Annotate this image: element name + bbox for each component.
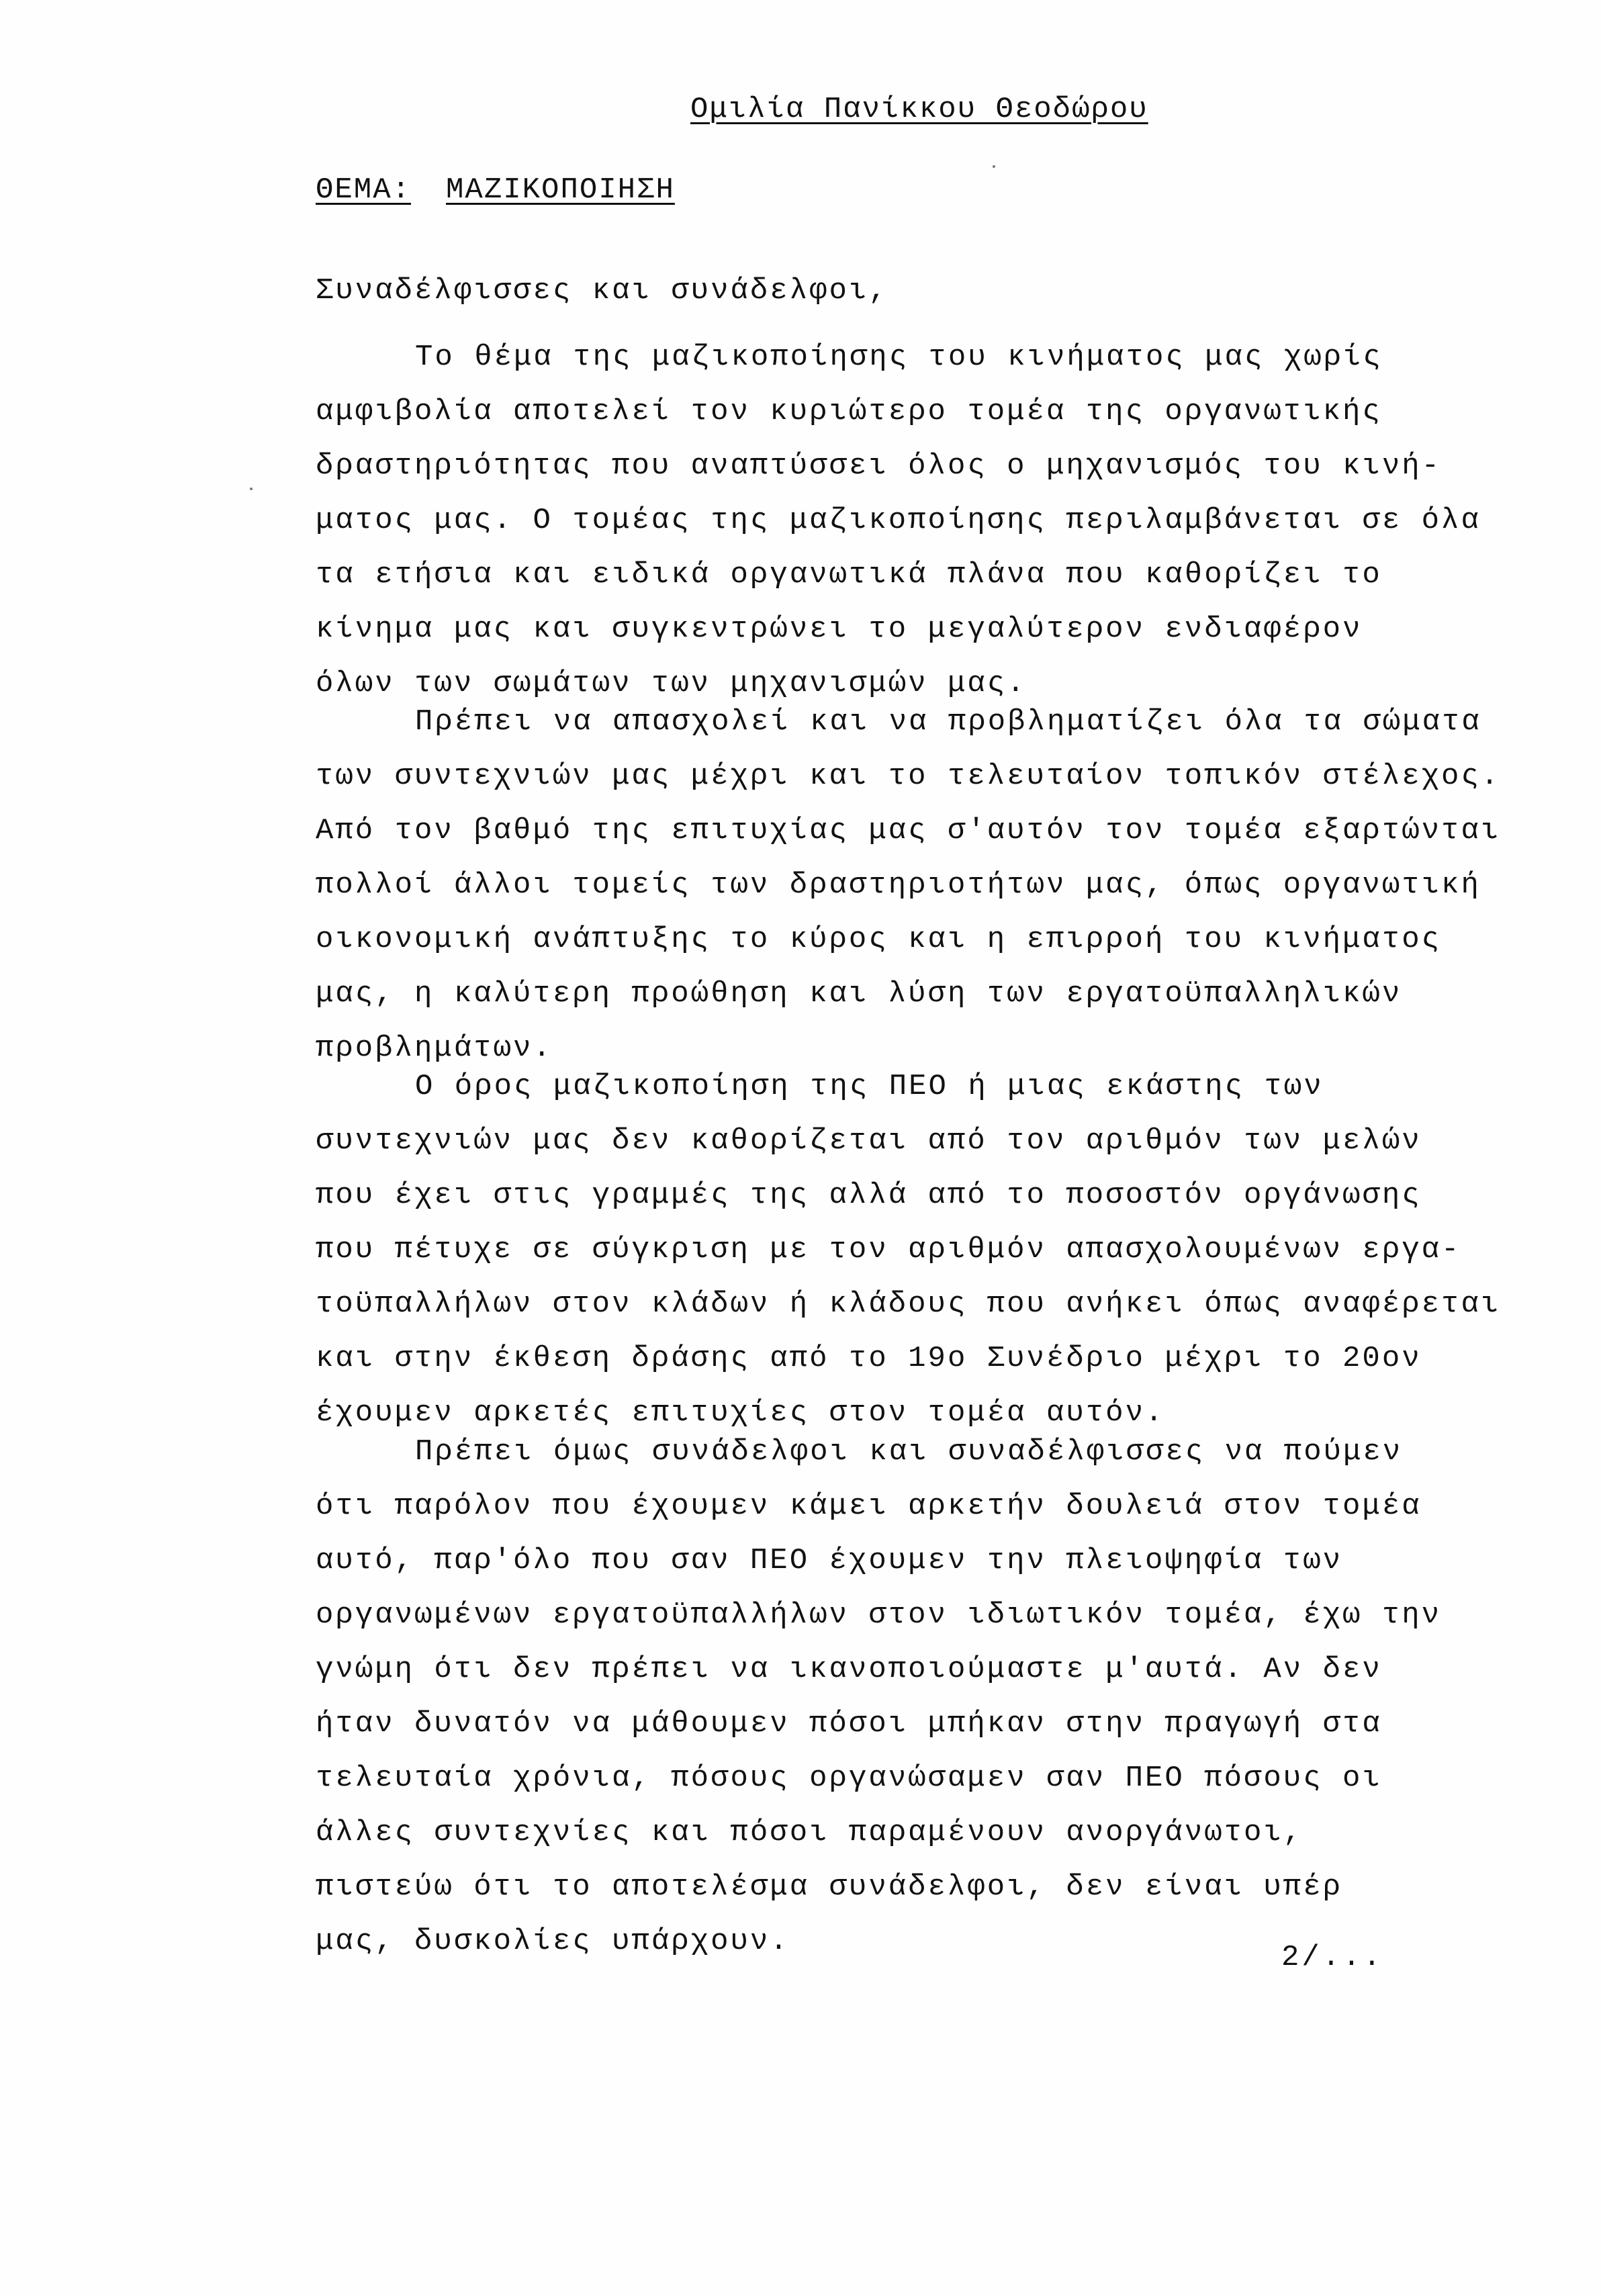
paragraph-line: μας, δυσκολίες υπάρχουν.: [316, 1925, 790, 1958]
paragraph-line: κίνημα μας και συγκεντρώνει το μεγαλύτερον ενδιαφέρον: [316, 612, 1363, 646]
page-continuation-marker: 2/...: [1281, 1941, 1384, 1974]
paragraph-line: όλων των σωμάτων των μηχανισμών μας.: [316, 667, 1027, 700]
paragraph-line: προβλημάτων.: [316, 1031, 553, 1065]
subject-line: [316, 173, 675, 207]
paragraph-line: άλλες συντεχνίες και πόσοι παραμένουν ανοργάνωτοι,: [316, 1816, 1303, 1849]
scan-speck: [250, 488, 253, 490]
paragraph-line: πιστεύω ότι το αποτελέσμα συνάδελφοι, δεν είναι υπέρ: [316, 1870, 1343, 1904]
paragraph-line: οργανωμένων εργατοϋπαλλήλων στον ιδιωτικόν τομέα, έχω την: [316, 1598, 1442, 1632]
paragraph-line: Ο όρος μαζικοποίηση της ΠΕΟ ή μιας εκάστης των: [415, 1070, 1324, 1103]
paragraph-line: που πέτυχε σε σύγκριση με τον αριθμόν απασχολουμένων εργα-: [316, 1233, 1461, 1267]
paragraph-line: δραστηριότητας που αναπτύσσει όλος ο μηχανισμός του κινή-: [316, 449, 1442, 483]
paragraph-line: τοϋπαλλήλων στον κλάδων ή κλάδους που ανήκει όπως αναφέρεται: [316, 1287, 1501, 1321]
paragraph-line: των συντεχνιών μας μέχρι και το τελευταίον τοπικόν στέλεχος.: [316, 760, 1501, 793]
paragraph-3: [316, 1060, 1524, 1440]
paragraph-line: τελευταία χρόνια, πόσους οργανώσαμεν σαν ΠΕΟ πόσους οι: [316, 1761, 1382, 1795]
scan-speck: [993, 165, 995, 168]
paragraph-1: [316, 330, 1524, 711]
paragraph-4: [316, 1425, 1524, 1969]
paragraph-2: [316, 695, 1524, 1076]
paragraph-line: αυτό, παρ'όλο που σαν ΠΕΟ έχουμεν την πλειοψηφία των: [316, 1544, 1343, 1577]
paragraph-line: γνώμη ότι δεν πρέπει να ικανοποιούμαστε μ'αυτά. Αν δεν: [316, 1653, 1382, 1686]
paragraph-line: που έχει στις γραμμές της αλλά από το ποσοστόν οργάνωσης: [316, 1179, 1422, 1212]
paragraph-line: και στην έκθεση δράσης από το 19ο Συνέδριο μέχρι το 20ον: [316, 1342, 1422, 1375]
subject-label: ΘΕΜΑ:: [316, 173, 412, 207]
paragraph-line: τα ετήσια και ειδικά οργανωτικά πλάνα που καθορίζει το: [316, 558, 1382, 592]
paragraph-line: Πρέπει να απασχολεί και να προβληματίζει όλα τα σώματα: [415, 705, 1481, 739]
paragraph-line: ότι παρόλον που έχουμεν κάμει αρκετήν δουλειά στον τομέα: [316, 1489, 1422, 1523]
paragraph-line: οικονομική ανάπτυξης το κύρος και η επιρροή του κινήματος: [316, 923, 1442, 956]
paragraph-line: Το θέμα της μαζικοποίησης του κινήματος μας χωρίς: [415, 340, 1383, 374]
subject-value: ΜΑΖΙΚΟΠΟΙΗΣΗ: [446, 173, 675, 207]
paragraph-line: πολλοί άλλοι τομείς των δραστηριοτήτων μας, όπως οργανωτική: [316, 868, 1481, 902]
paragraph-line: Από τον βαθμό της επιτυχίας μας σ'αυτόν τον τομέα εξαρτώνται: [316, 814, 1501, 847]
paragraph-line: ήταν δυνατόν να μάθουμεν πόσοι μπήκαν στην πραγωγή στα: [316, 1707, 1382, 1741]
paragraph-line: ματος μας. Ο τομέας της μαζικοποίησης περιλαμβάνεται σε όλα: [316, 504, 1481, 537]
paragraph-line: μας, η καλύτερη προώθηση και λύση των εργατοϋπαλληλικών: [316, 977, 1402, 1011]
paragraph-line: Πρέπει όμως συνάδελφοι και συναδέλφισσες να πούμεν: [415, 1435, 1403, 1469]
paragraph-line: συντεχνιών μας δεν καθορίζεται από τον αριθμόν των μελών: [316, 1124, 1422, 1158]
paragraph-line: έχουμεν αρκετές επιτυχίες στον τομέα αυτόν.: [316, 1396, 1165, 1430]
paragraph-line: αμφιβολία αποτελεί τον κυριώτερο τομέα της οργανωτικής: [316, 395, 1382, 428]
greeting: Συναδέλφισσες και συνάδελφοι,: [316, 274, 888, 308]
speaker-title: Ομιλία Πανίκκου Θεοδώρου: [690, 93, 1148, 126]
